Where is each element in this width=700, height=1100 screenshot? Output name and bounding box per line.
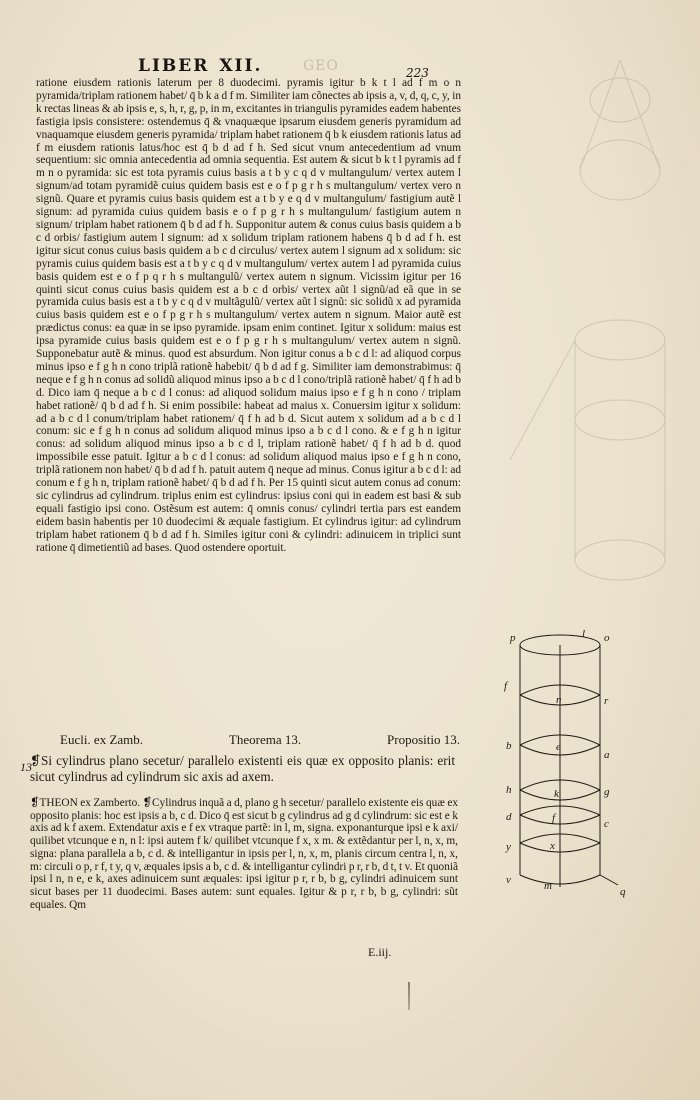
figure-label: r xyxy=(604,695,609,707)
page-crease xyxy=(408,982,410,1010)
proposition-statement: ❡Si cylindrus plano secetur/ parallelo existenti eis quæ ex opposito planis: erit sicut cylindrus ad cylindrum sic axis ad axem. xyxy=(30,753,455,784)
figure-label: d xyxy=(506,811,512,823)
figure-label: v xyxy=(506,874,511,886)
figure-label: h xyxy=(506,784,512,796)
cylinder-figure xyxy=(500,625,640,910)
show-through-heading: GEO xyxy=(303,58,339,74)
main-text-block xyxy=(36,77,461,555)
figure-label: f xyxy=(504,680,508,692)
figure-label: k xyxy=(554,788,559,800)
running-head xyxy=(138,56,262,76)
signature-mark: E.iij. xyxy=(368,945,392,959)
caption-proposition: Propositio 13. xyxy=(387,732,460,747)
figure-label: c xyxy=(604,818,609,830)
figure-label: o xyxy=(604,632,610,644)
figure-label: b xyxy=(506,740,512,752)
running-head-book-number: XII. xyxy=(219,56,263,76)
page-header xyxy=(138,56,438,78)
figure-label: e xyxy=(556,741,561,753)
figure-label: n xyxy=(556,694,562,706)
margin-proposition-number: 13 xyxy=(20,760,32,774)
figure-label: y xyxy=(506,841,511,853)
figure-label: l xyxy=(582,628,586,640)
main-paragraph: ratione eiusdem rationis laterum per 8 duodecimi. pyramis igitur b k t l ad f m o n pyramida/triplam rationem habet/ q̄ b k a d f m. Similiter iam cõnectes ab ipsis a, v, d, q, c, y, in k rectas lineas & ab ipsis e, s, h, r, g, p, in m, excitantes in triangulis pyramides eadem habentes fastigia ipsis consistere: ostendemus q̄ & vnaquæque ipsarum eiusdem generis pyramidum ad vnaquamque eiusdem generis pyramida/ triplam habet rationem q̄ b k eiusdem rationis latus ad f m eiusdem rationis latus/hoc est q̄ b d ad f h. Sed sicut vnum antecedentium ad vnum sequentium: sic omnia antecedentia ad omnia sequentia. Est autem & sicut b k t l pyramis ad f m n o pyramida: sic est tota pyramis cuius basis a t b y c q d v multangulum/ vertex autem l signum/ad totam pyramidẽ cuius quidem basis est e o f p g r h s multangulum/ vertex vero n signũ. Quare et pyramis cuius basis quidem est a t b y e q d v multangulum/ fastigium autẽ l signum: ad pyramida cuius quidem basis e o f p g r h s multangulum/ fastigium autem n signum/ triplam habet rationem q̄ b d ad f h. Supponitur autem & conus cuius basis quidem a b c d orbis/ fastigium autem l signum: ad x solidum triplam rationem habens q̄ b d ad f h. est igitur sicut conus cuius basis quidem a b c d circulus/ vertex autem l signum ad x solidum: sic pyramis cuius quidem basis est a t b y c q d v multangulum/ vertex autem l ad pyramida cuius basis quidem est e o f p q r h s multangulũ/ vertex autem n signum. Vicissim igitur per 16 quinti sicut conus cuius basis quidem est a b c d orbis/ vertex aũt l signũ/ad eã que in se pyramida cuius basis est a t b y c q d v multãgulũ/ vertex aũt l signũ: sic solidũ x ad pyramida cuius basis quidem est e o f p g r h s multangulum/ vertex autem n signum. Maior autẽ est prædictus conus: ea quæ in se ipso pyramide. ipsam enim continet. Igitur x solidum: maius est ipsa pyramide cuius basis quidem est e o f p g r h s multangulum/ vertex autem n signũ. Supponebatur autẽ & minus. quod est absurdum. Non igitur conus a b c d l: ad aliquod corpus minus ipso e f g h n cono triplã rationẽ habebit/ q̄ b d ad f g. Similiter iam demonstrabimus: q̄ neque e f g h n conus ad solidũ aliquod minus ipso a b c d l cono/triplã rationẽ habet/ q̄ f h ad b d. Dico iam q̄ neque a b c d l conus: ad aliquod solidum maius ipso e f g h n cono / triplam habet rationẽ/ q̄ b d ad f h. Si enim possibile: habeat ad maius x. Conuersim igitur x solidum: ad a b c d l conum/triplam habet rationem/ q̄ f h ad b d. Sicut autem x solidum ad a b c d l conum: sic e f g h n conus ad solidum aliquod minus ipso a b c d l cono. & e f g h n igitur conus: ad solidum aliquod minus ipso a b c d l, triplam rationẽ habet/ q̄ f h ad b d. quod impossibile esse patuit. Igitur a b c d l conus: ad solidum aliquod maius ipso e f g h n cono, triplã rationem non habet/ q̄ b d ad f h. patuit autem q̄ neque ad minus. Conus igitur a b c d l: ad conum e f g h n, triplam rationẽ habet/ q̄ b d ad f h. Per 15 quinti sicut autem conus ad conum: sic cylindrus ad cylindrum. triplus enim est cylindrus: ipsius coni qui in eadem est basi & sub equali fastigio ipsi cono. Ostẽsum est autem: q̄ omnis conus/ cylindri tertia pars est eandem eidem basin habentis per 10 duodecimi & æquale fastigium. Et cylindrus igitur: ad cylindrum triplam habet rationem q̄ b d ad f h. Similes igitur coni & cylindri: adinuicem in triplici sunt ratione q̄ dimetientiũ ad bases. Quod ostendere oportuit. xyxy=(36,77,461,554)
caption-source: Eucli. ex Zamb. xyxy=(60,732,144,747)
figure-label: p xyxy=(510,632,516,644)
figure-label: a xyxy=(604,749,610,761)
proposition-caption xyxy=(60,732,460,748)
figure-label: q xyxy=(620,886,626,898)
figure-label: m xyxy=(544,880,552,892)
figure-label: g xyxy=(604,786,610,798)
caption-theorem: Theorema 13. xyxy=(228,732,302,747)
folio-number: 223 xyxy=(406,66,429,80)
theon-commentary: ❡THEON ex Zamberto. ❡Cylindrus inquã a d, plano g h secetur/ parallelo existente eis quæ ex opposito planis: hoc est ipsis a b, c d. Dico q̄ est sicut b g cylindrus ad g d cylindrum: sic est e k axis ad k f axem. Extendatur axis e f ex vtraque partẽ: in l, m, signa. exponanturque ipsi e k axi/ quilibet vtcunque e n, n l: ipsi autem f k/ quilibet vtcunque f x, x m. & extẽdantur per l, n, x, m, signa: plana parallela a b, c d. & intelligantur in ipsis per l, n, x, m, planis circum centra l, n, x, m: circuli o p, r f, t y, q v, æquales ipsis a b, c d. & intelligantur cylindri p r, r b, d t, t v. Et quoniã ipsi l n, n e, e k, axes adinuicem sunt æquales: ipsi igitur p r, r b, b g, cylindri adinuicem sunt sicut bases per 11 duodecimi. Bases autem: sunt equales. Igitur & p r, r b, b g, cylindri: sũt equales. Qm xyxy=(30,797,458,911)
running-head-title: LIBER xyxy=(138,56,210,76)
figure-label: x xyxy=(550,840,555,852)
bleed-through-diagram xyxy=(470,40,685,600)
figure-label: f xyxy=(552,812,556,824)
